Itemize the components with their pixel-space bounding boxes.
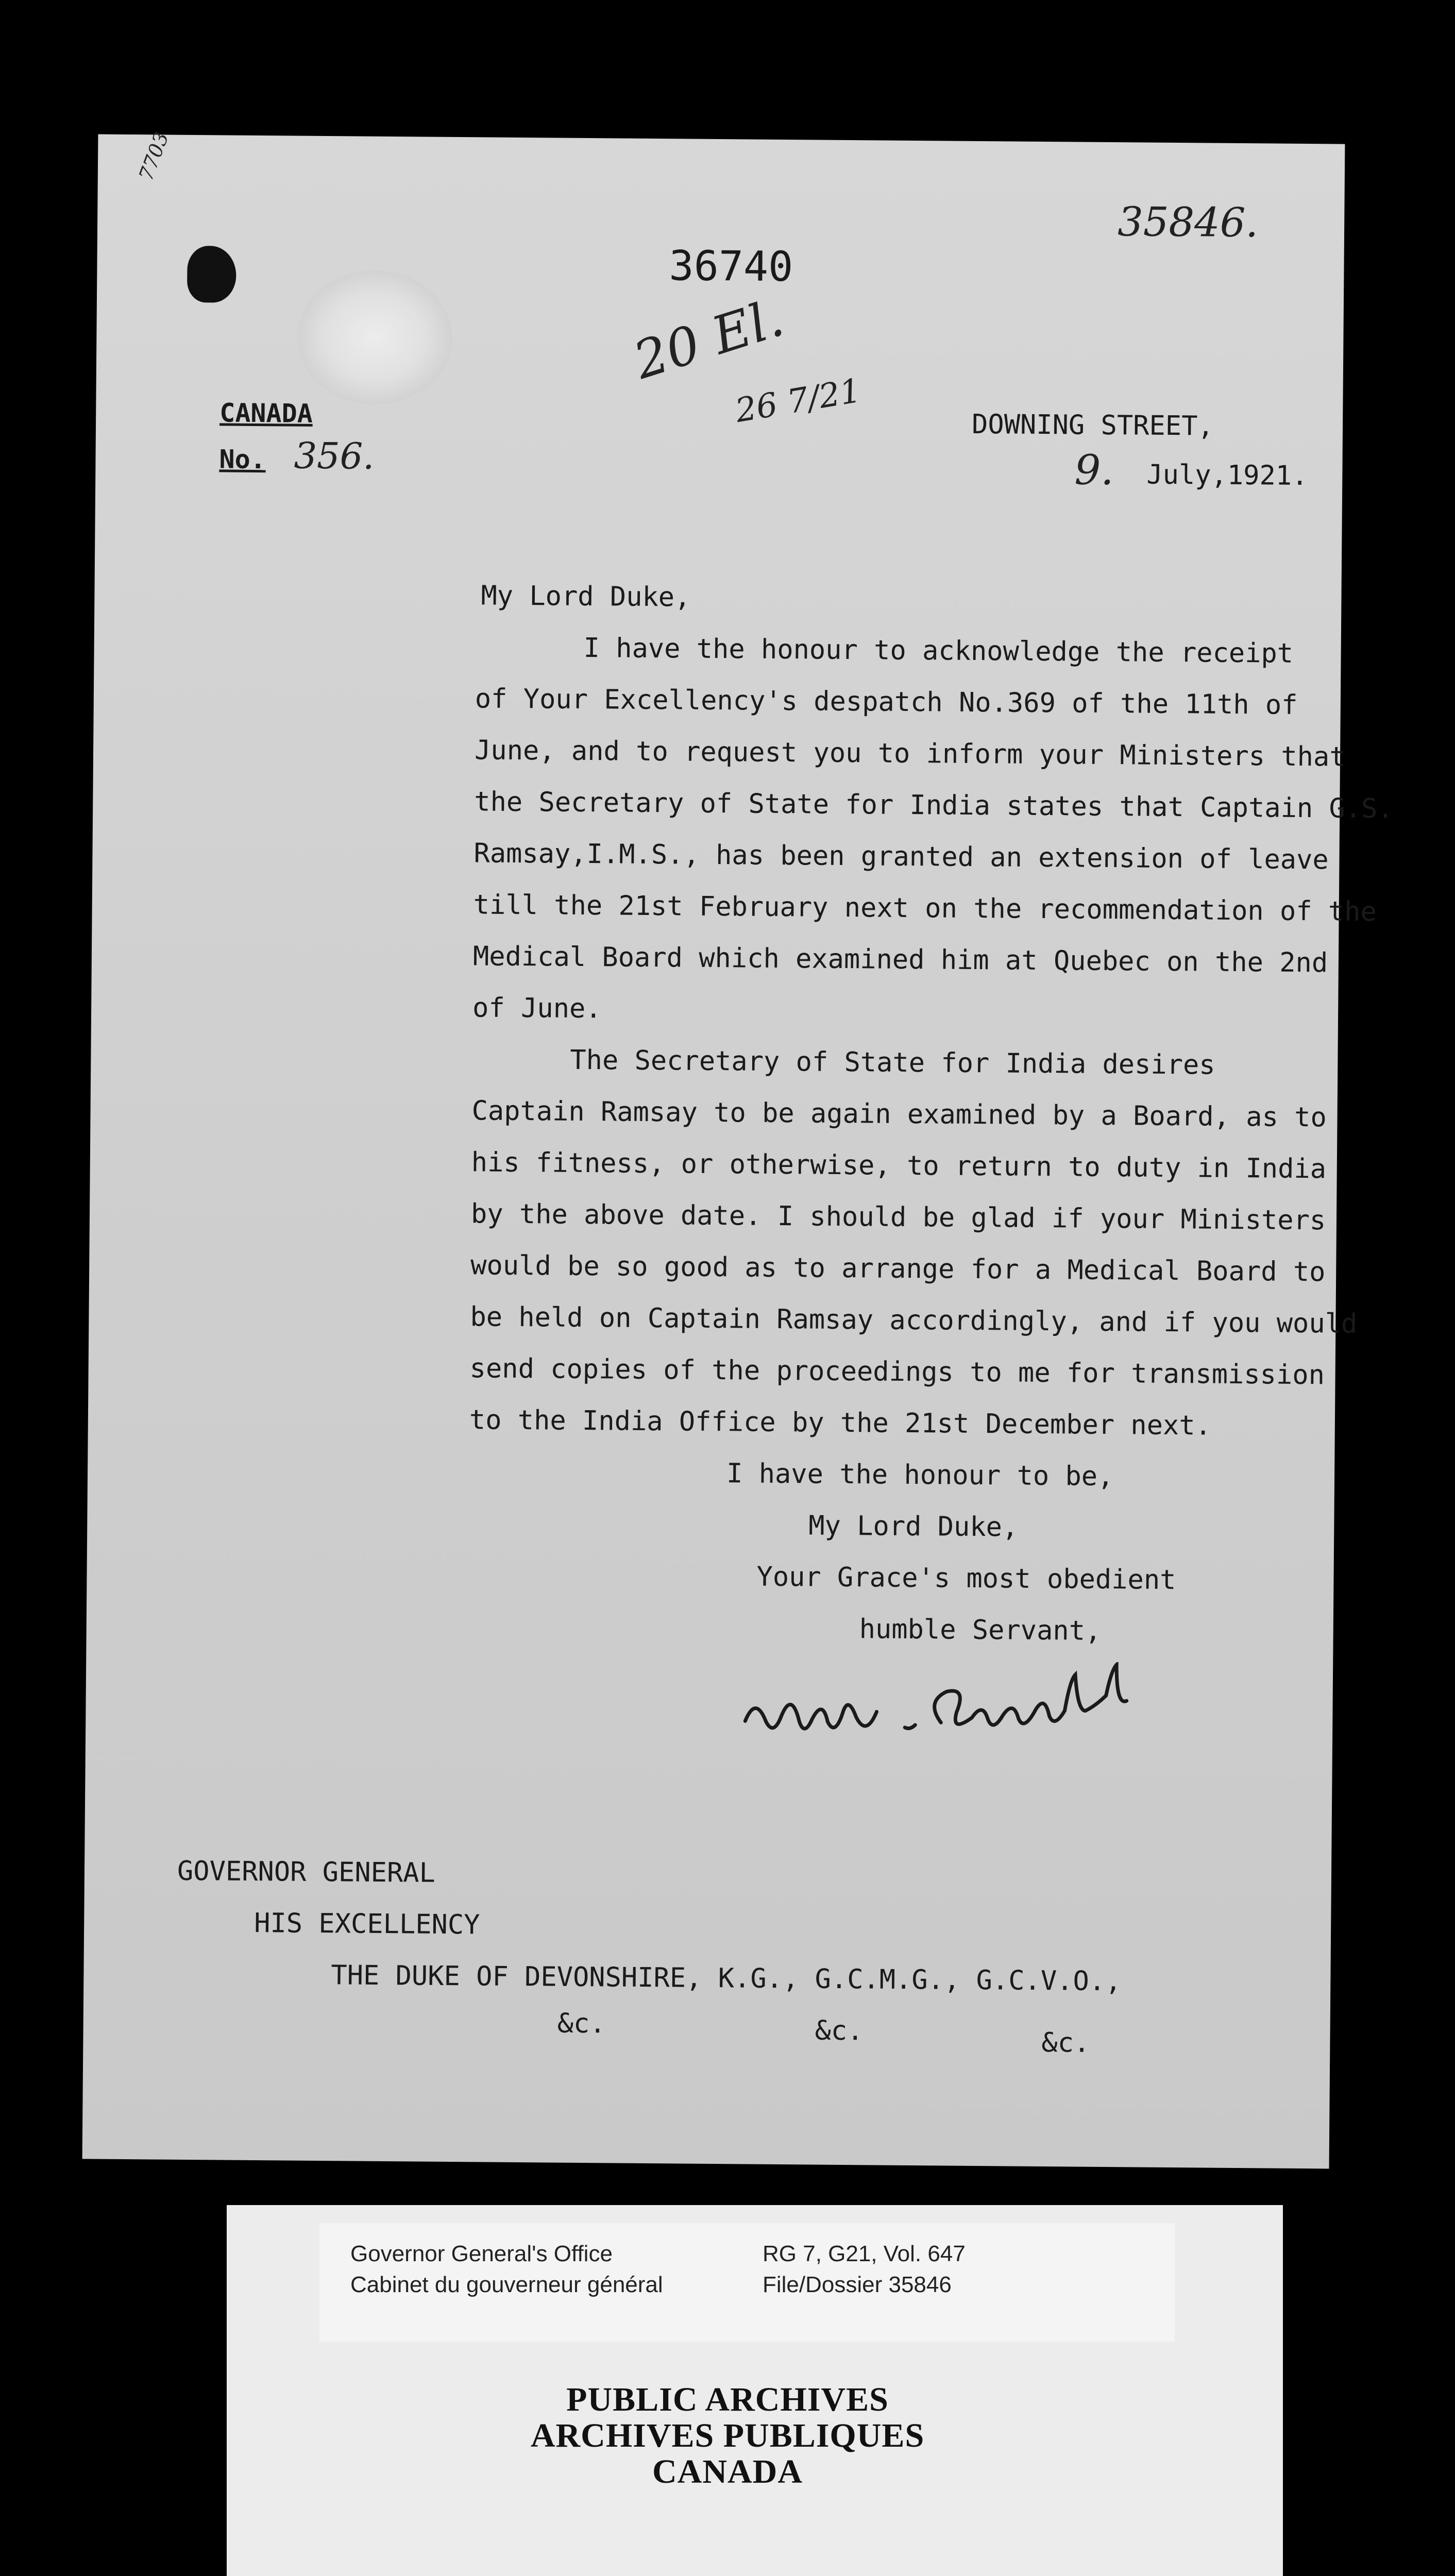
closing-line: I have the honour to be,	[726, 1458, 1114, 1493]
country-heading: CANADA	[219, 398, 313, 429]
body-line: his fitness, or otherwise, to return to duty in India	[471, 1147, 1327, 1185]
handwritten-date-note: 26 7/21	[733, 371, 864, 431]
archives-stamp-line-1: PUBLIC ARCHIVES	[566, 2381, 889, 2418]
signature	[735, 1659, 1199, 1766]
closing-line: Your Grace's most obedient	[756, 1561, 1176, 1596]
body-line: be held on Captain Ramsay accordingly, and if you would	[470, 1301, 1358, 1340]
archive-file: File/Dossier 35846	[763, 2272, 952, 2297]
file-number: 35846.	[1117, 199, 1259, 247]
etc-mark: &c.	[557, 2008, 606, 2040]
body-line: send copies of the proceedings to me for transmission	[469, 1353, 1325, 1391]
body-line: to the India Office by the 21st December next.	[469, 1404, 1212, 1442]
closing-line: My Lord Duke,	[808, 1510, 1019, 1543]
closing-line: humble Servant,	[859, 1614, 1102, 1647]
archive-reference: RG 7, G21, Vol. 647	[763, 2241, 966, 2266]
body-line: I have the honour to acknowledge the receipt	[583, 632, 1294, 669]
office-english: Governor General's Office	[350, 2241, 613, 2266]
date-day: 9.	[1074, 446, 1114, 495]
embossed-seal	[297, 270, 452, 405]
date: July,1921.	[1146, 459, 1308, 492]
registry-number: 36740	[669, 242, 793, 291]
salutation: My Lord Duke,	[481, 580, 691, 613]
ink-blot	[187, 246, 236, 303]
handwritten-note: 20 El.	[627, 287, 790, 391]
archives-stamp-line-2: ARCHIVES PUBLIQUES	[530, 2417, 925, 2454]
address: DOWNING STREET,	[971, 409, 1214, 442]
archives-stamp-line-3: CANADA	[652, 2453, 803, 2490]
body-line: by the above date. I should be glad if your Ministers	[470, 1198, 1326, 1236]
letter-page	[82, 129, 1394, 2169]
recipient-title: GOVERNOR GENERAL	[177, 1855, 436, 1889]
body-line: of Your Excellency's despatch No.369 of the 11th of	[475, 683, 1298, 721]
etc-mark: &c.	[815, 2015, 864, 2047]
body-line: the Secretary of State for India states that Captain G.S.	[474, 786, 1394, 825]
office-french: Cabinet du gouverneur général	[350, 2272, 663, 2297]
body-line: of June.	[472, 992, 602, 1025]
number-value: 356.	[294, 434, 375, 478]
recipient-name: THE DUKE OF DEVONSHIRE, K.G., G.C.M.G., G.C.V.O.,	[331, 1960, 1122, 1997]
recipient-excellency: HIS EXCELLENCY	[253, 1908, 480, 1941]
body-line: The Secretary of State for India desires	[570, 1044, 1215, 1081]
number-label: No.	[219, 444, 266, 475]
body-line: Ramsay,I.M.S., has been granted an extension of leave	[473, 838, 1329, 876]
etc-mark: &c.	[1041, 2027, 1090, 2059]
body-line: till the 21st February next on the recommendation of the	[473, 889, 1377, 928]
body-line: June, and to request you to inform your Ministers that	[474, 735, 1346, 773]
body-line: Medical Board which examined him at Quebec on the 2nd	[472, 941, 1328, 979]
body-line: Captain Ramsay to be again examined by a Board, as to	[471, 1095, 1327, 1133]
body-line: would be so good as to arrange for a Medical Board to	[470, 1250, 1326, 1288]
margin-number: 7703	[134, 129, 174, 184]
